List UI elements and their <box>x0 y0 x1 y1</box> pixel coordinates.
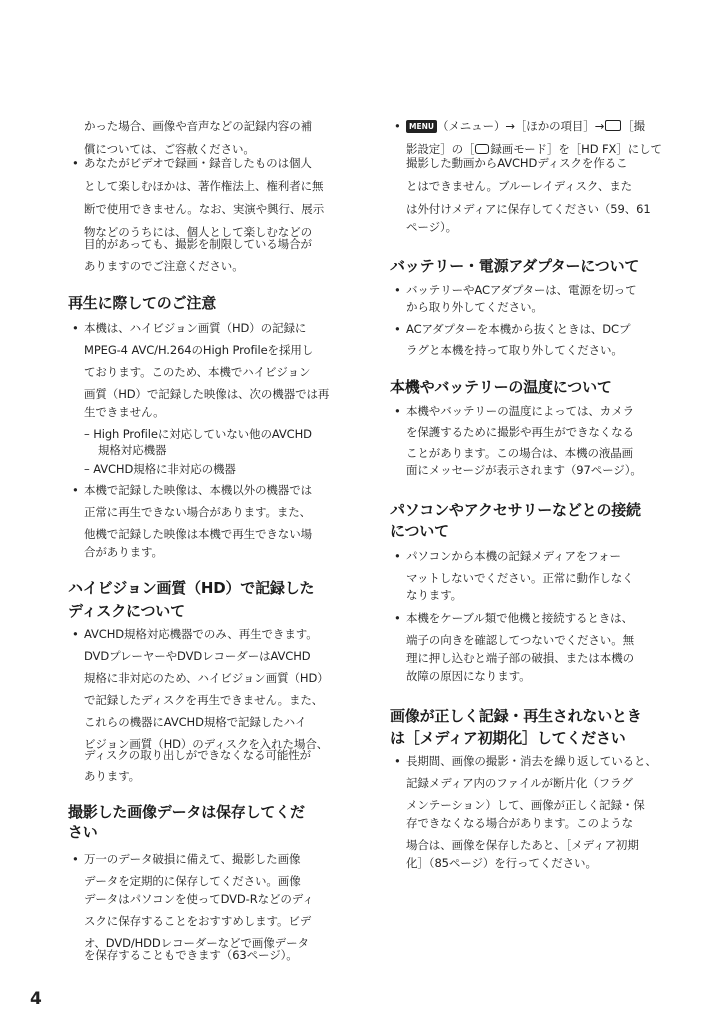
bullet-dot: • <box>72 627 79 641</box>
text-line: とはできません。ブルーレイディスク、また <box>406 179 633 193</box>
text-line: バッテリーやACアダプターは、電源を切って <box>406 283 637 297</box>
text-line: 合があります。 <box>84 545 163 559</box>
page-number: 4 <box>30 989 42 1009</box>
text-segment: 影設定］の［ <box>406 142 475 156</box>
text-line: データはパソコンを使ってDVD-Rなどのディ <box>84 892 314 906</box>
text-line: 故障の原因になります。 <box>406 669 531 683</box>
text-line: ことがあります。この場合は、本機の液晶画 <box>406 446 634 460</box>
text-line: 撮影した動画からAVCHDディスクを作るこ <box>406 156 628 170</box>
text-line: 万一のデータ破損に備えて、撮影した画像 <box>84 852 301 866</box>
text-line: ディスクの取り出しができなくなる可能性が <box>84 748 312 762</box>
text-line: として楽しむほかは、著作権法上、権利者に無 <box>84 179 324 193</box>
text-line: 場合は、画像を保存したあと、［メディア初期 <box>406 838 639 852</box>
text-line: で記録したディスクを再生できません。また、 <box>84 693 324 707</box>
text-line: 償については、ご容赦ください。 <box>84 142 255 156</box>
bullet-dot: • <box>72 483 79 497</box>
text-line: を保護するために撮影や再生ができなくなる <box>406 425 634 439</box>
text-line <box>406 118 645 134</box>
text-line: 存できなくなる場合があります。このような <box>406 816 634 830</box>
text-line: 本機は、ハイビジョン画質（HD）の記録に <box>84 321 307 335</box>
camera-icon <box>605 120 621 131</box>
bullet-dot: • <box>72 852 79 866</box>
text-line: 長期間、画像の撮影・消去を繰り返していると、 <box>406 754 657 768</box>
section-heading-backup-cont: さい <box>68 823 98 841</box>
text-line: 面にメッセージが表示されます（97ページ）。 <box>406 463 642 477</box>
text-line: 規格対応機器 <box>98 443 167 457</box>
text-line: 本機で記録した映像は、本機以外の機器では <box>84 483 312 497</box>
text-line: 理に押し込むと端子部の破損、または本機の <box>406 651 634 665</box>
section-heading-hd-disc: ハイビジョン画質（HD）で記録した <box>68 579 315 597</box>
text-line: 断で使用できません。なお、実演や興行、展示 <box>84 202 325 216</box>
bullet-dot: • <box>394 549 401 563</box>
text-line: これらの機器にAVCHD規格で記録したハイ <box>84 715 307 729</box>
text-line: – AVCHD規格に非対応の機器 <box>84 462 236 476</box>
text-line: あなたがビデオで録画・録音したものは個人 <box>84 156 312 170</box>
section-heading-connection: パソコンやアクセサリーなどとの接続 <box>390 501 641 519</box>
text-segment: 録画モード］を［HD FX］にして <box>490 142 662 156</box>
menu-icon: MENU <box>406 120 437 133</box>
text-line: 端子の向きを確認してつないでください。無 <box>406 633 634 647</box>
text-line: マットしないでください。正常に動作しなく <box>406 571 634 585</box>
text-line: ありますのでご注意ください。 <box>84 259 244 273</box>
text-line: メンテーション）して、画像が正しく記録・保 <box>406 798 645 812</box>
text-line: MPEG-4 AVC/H.264のHigh Profileを採用し <box>84 343 314 357</box>
bullet-dot: • <box>394 754 401 768</box>
text-line: は外付けメディアに保存してください（59、61 <box>406 202 651 216</box>
text-line: ております。このため、本機でハイビジョン <box>84 365 311 379</box>
film-icon <box>475 144 489 154</box>
text-line: ACアダプターを本機から抜くときは、DCプ <box>406 322 631 336</box>
text-line: データを定期的に保存してください。画像 <box>84 874 301 888</box>
section-heading-hd-disc-cont: ディスクについて <box>68 602 185 620</box>
text-line: 生できません。 <box>84 405 165 419</box>
text-line: ラグと本機を持って取り外してください。 <box>406 343 623 357</box>
text-line: 他機で記録した映像は本機で再生できない場 <box>84 527 312 541</box>
text-line: 画質（HD）で記録した映像は、次の機器では再 <box>84 387 330 401</box>
bullet-dot: • <box>394 404 401 418</box>
text-segment: （メニュー）→［ほかの項目］→ <box>436 119 605 133</box>
text-line: 本機やバッテリーの温度によっては、カメラ <box>406 404 634 418</box>
section-heading-format-cont: は［メディア初期化］してください <box>390 729 626 747</box>
section-heading-backup: 撮影した画像データは保存してくだ <box>68 803 305 821</box>
text-line: から取り外してください。 <box>406 300 543 314</box>
text-line: ページ）。 <box>406 220 458 234</box>
text-segment: ［撮 <box>622 119 646 133</box>
section-heading-playback: 再生に際してのご注意 <box>68 294 217 312</box>
section-heading-connection-cont: について <box>390 522 449 540</box>
bullet-dot: • <box>394 283 401 297</box>
text-line: を保存することもできます（63ページ）。 <box>84 948 298 962</box>
text-line: 物などのうちには、個人として楽しむなどの <box>84 225 312 239</box>
text-line: ビジョン画質（HD）のディスクを入れた場合、 <box>84 737 329 751</box>
text-line: 正常に再生できない場合があります。また、 <box>84 505 312 519</box>
bullet-dot: • <box>394 119 401 133</box>
text-line: 目的があっても、撮影を制限している場合が <box>84 237 312 251</box>
section-heading-format: 画像が正しく記録・再生されないとき <box>390 707 642 725</box>
text-line: スクに保存することをおすすめします。ビデ <box>84 914 312 928</box>
bullet-dot: • <box>72 156 79 170</box>
text-line: DVDプレーヤーやDVDレコーダーはAVCHD <box>84 649 311 663</box>
text-line: あります。 <box>84 769 141 783</box>
section-heading-battery: バッテリー・電源アダプターについて <box>390 257 640 275</box>
text-line: パソコンから本機の記録メディアをフォー <box>406 549 621 563</box>
bullet-dot: • <box>394 322 401 336</box>
text-line: AVCHD規格対応機器でのみ、再生できます。 <box>84 627 318 641</box>
text-line: オ、DVD/HDDレコーダーなどで画像データ <box>84 936 309 950</box>
text-line: かった場合、画像や音声などの記録内容の補 <box>84 119 312 133</box>
text-line: 記録メディア内のファイルが断片化（フラグ <box>406 776 633 790</box>
text-line: 化］（85ページ）を行ってください。 <box>406 856 597 870</box>
text-line: – High Profileに対応していない他のAVCHD <box>84 427 312 441</box>
bullet-dot: • <box>72 321 79 335</box>
section-heading-temperature: 本機やバッテリーの温度について <box>390 378 612 396</box>
text-line: なります。 <box>406 588 463 602</box>
text-line: 規格に非対応のため、ハイビジョン画質（HD） <box>84 671 329 685</box>
text-line: 本機をケーブル類で他機と接続するときは、 <box>406 611 633 625</box>
bullet-dot: • <box>394 611 401 625</box>
